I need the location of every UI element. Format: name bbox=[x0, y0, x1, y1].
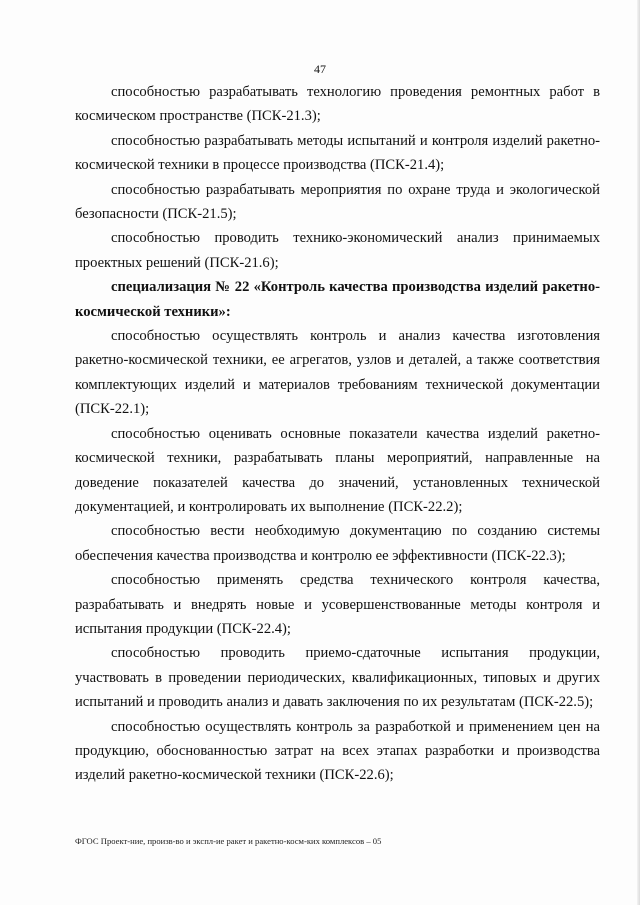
paragraph-psk-22-6 bbox=[75, 715, 600, 788]
paragraph-text: способностью проводить приемо-сдаточные испытания продукции, участвовать в проведении периодических, квалификационных, типовых и других испытаний и проводить анализ и давать заключения по их результатам (ПСК-22.5); bbox=[75, 645, 600, 711]
paragraph-text: способностью разрабатывать технологию проведения ремонтных работ в космическом пространстве (ПСК-21.3); bbox=[75, 84, 600, 125]
paragraph-text: способностью применять средства технического контроля качества, разрабатывать и внедрять новые и усовершенствованные методы контроля и испытания продукции (ПСК-22.4); bbox=[75, 572, 600, 637]
page-number: 47 bbox=[314, 62, 326, 76]
paragraph-psk-22-3 bbox=[75, 519, 600, 568]
paragraph-psk-21-5 bbox=[75, 178, 600, 227]
specialization-heading bbox=[75, 275, 600, 324]
paragraph-psk-21-4 bbox=[75, 129, 600, 178]
paragraph-psk-22-4 bbox=[75, 568, 600, 641]
paragraph-text: способностью разрабатывать мероприятия по охране труда и экологической безопасности (ПСК-21.5); bbox=[75, 181, 600, 223]
paragraph-text: способностью вести необходимую документацию по созданию системы обеспечения качества производства и контролю ее эффективности (ПСК-22.3); bbox=[75, 523, 600, 564]
paragraph-text: способностью оценивать основные показатели качества изделий ракетно-космической техники, разрабатывать планы мероприятий, направленные на доведение показателей качества до значений, установленных технической документацией, и контролировать их выполнение (ПСК-22.2); bbox=[75, 425, 600, 515]
document-body bbox=[75, 80, 600, 788]
page-footer: ФГОС Проект-ние, произв-во и экспл-ие ракет и ракетно-косм-ких комплексов – 05 bbox=[75, 836, 382, 846]
paragraph-text: способностью осуществлять контроль за разработкой и применением цен на продукцию, обоснованностью затрат на всех этапах разработки и производства изделий ракетно-космической техники (ПСК-22.6); bbox=[75, 718, 600, 784]
paragraph-psk-21-6 bbox=[75, 226, 600, 275]
paragraph-text: способностью разрабатывать методы испытаний и контроля изделий ракетно-космической техники в процессе производства (ПСК-21.4); bbox=[75, 132, 600, 174]
paragraph-psk-21-3 bbox=[75, 80, 600, 129]
paragraph-text: способностью проводить технико-экономический анализ принимаемых проектных решений (ПСК-21.6); bbox=[75, 230, 600, 271]
paragraph-psk-22-5 bbox=[75, 641, 600, 714]
paragraph-psk-22-2 bbox=[75, 422, 600, 520]
paragraph-text: способностью осуществлять контроль и анализ качества изготовления ракетно-космической техники, ее агрегатов, узлов и деталей, а также соответствия комплектующих изделий и материалов требованиям технической документации (ПСК-22.1); bbox=[75, 328, 600, 418]
heading-text: специализация № 22 «Контроль качества производства изделий ракетно-космической техники»: bbox=[75, 279, 600, 320]
paragraph-psk-22-1 bbox=[75, 324, 600, 422]
